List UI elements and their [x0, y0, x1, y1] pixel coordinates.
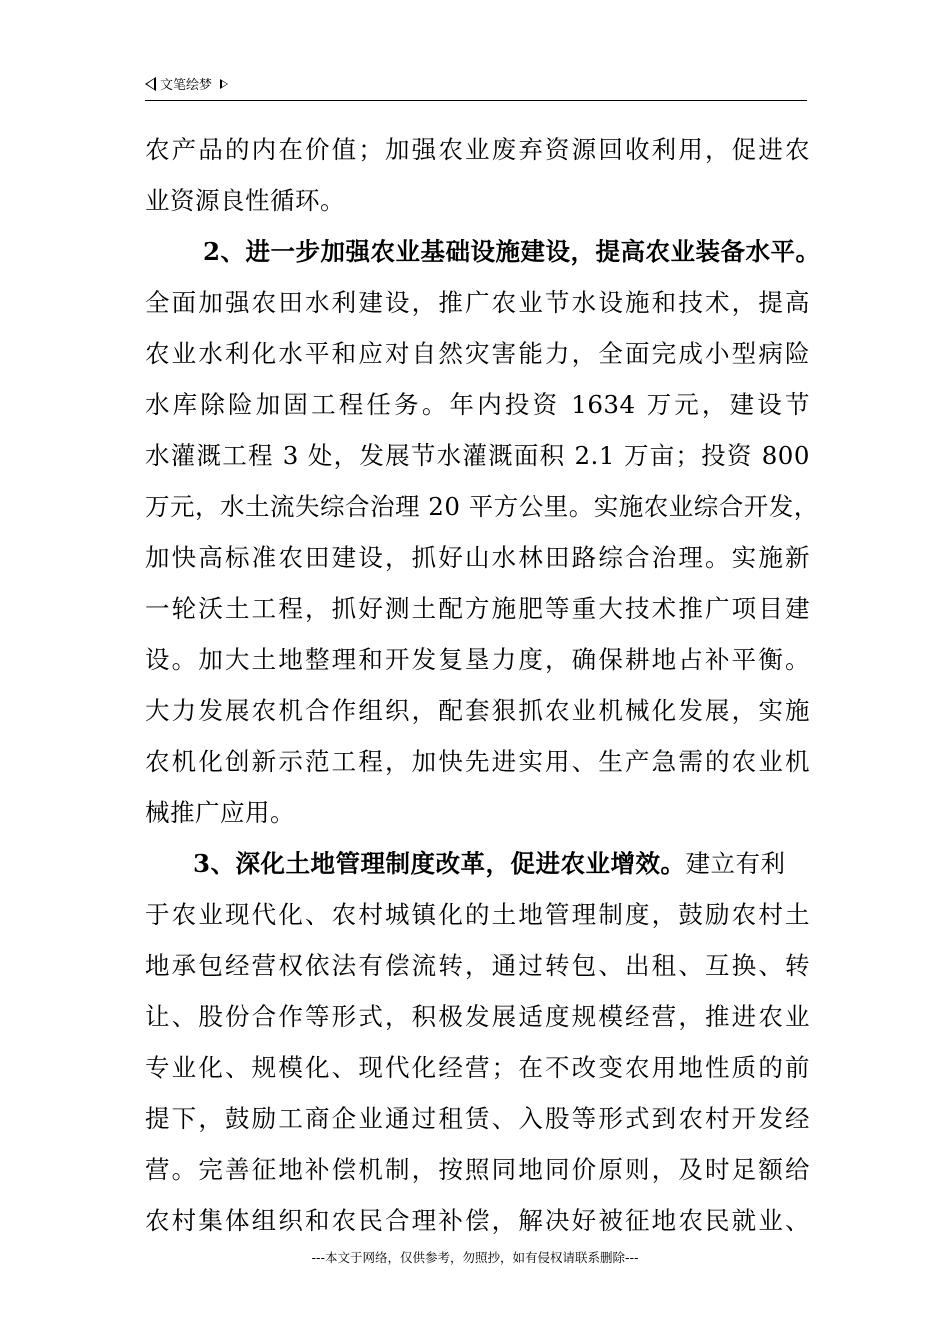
text-line: 全面加强农田水利建设，推广农业节水设施和技术，提高 — [145, 288, 810, 317]
text-line: 地承包经营权依法有偿流转，通过转包、出租、互换、转 — [145, 951, 810, 980]
text-fragment: 建立有利 — [685, 849, 786, 878]
right-triangle-icon — [220, 79, 228, 89]
text-line: 于农业现代化、农村城镇化的土地管理制度，鼓励农村土 — [145, 900, 810, 929]
page-footer: ---本文于网络，仅供参考，勿照抄，如有侵权请联系删除--- — [311, 1250, 639, 1265]
section-heading-3: 3、深化土地管理制度改革，促进农业增效。 — [193, 849, 686, 878]
text-line: 农机化创新示范工程，加快先进实用、生产急需的农业机 — [145, 747, 810, 776]
header-title: 文笔绘梦 — [160, 78, 213, 93]
text-line: 让、股份合作等形式，积极发展适度规模经营，推进农业 — [145, 1002, 810, 1031]
text-line: 专业化、规模化、现代化经营；在不改变农用地性质的前 — [145, 1053, 810, 1082]
section-heading-3-line — [145, 838, 810, 889]
page-header — [145, 74, 807, 101]
text-line: 械推广应用。 — [145, 798, 295, 827]
text-line: 水库除险加固工程任务。年内投资 1634 万元，建设节 — [145, 390, 810, 419]
text-line: 水灌溉工程 3 处，发展节水灌溉面积 2.1 万亩；投资 800 — [145, 441, 810, 470]
text-line: 设。加大土地整理和开发复垦力度，确保耕地占补平衡。 — [145, 645, 810, 674]
text-line: 提下，鼓励工商企业通过租赁、入股等形式到农村开发经 — [145, 1104, 810, 1133]
document-body — [145, 124, 821, 1246]
text-line: 万元，水土流失综合治理 20 平方公里。实施农业综合开发， — [145, 492, 819, 521]
text-line: 加快高标准农田建设，抓好山水林田路综合治理。实施新 — [145, 543, 810, 572]
text-line: 业资源良性循环。 — [145, 186, 345, 215]
section-heading-2: 2、进一步加强农业基础设施建设，提高农业装备水平。 — [203, 237, 821, 266]
text-line: 一轮沃土工程，抓好测土配方施肥等重大技术推广项目建 — [145, 594, 810, 623]
text-line: 农业水利化水平和应对自然灾害能力，全面完成小型病险 — [145, 339, 810, 368]
text-line: 营。完善征地补偿机制，按照同地同价原则，及时足额给 — [145, 1155, 810, 1184]
left-triangle-icon — [145, 77, 156, 91]
text-line: 大力发展农机合作组织，配套狠抓农业机械化发展，实施 — [145, 696, 810, 725]
text-line: 农产品的内在价值；加强农业废弃资源回收利用，促进农 — [145, 135, 810, 164]
text-line: 农村集体组织和农民合理补偿，解决好被征地农民就业、 — [145, 1206, 810, 1235]
